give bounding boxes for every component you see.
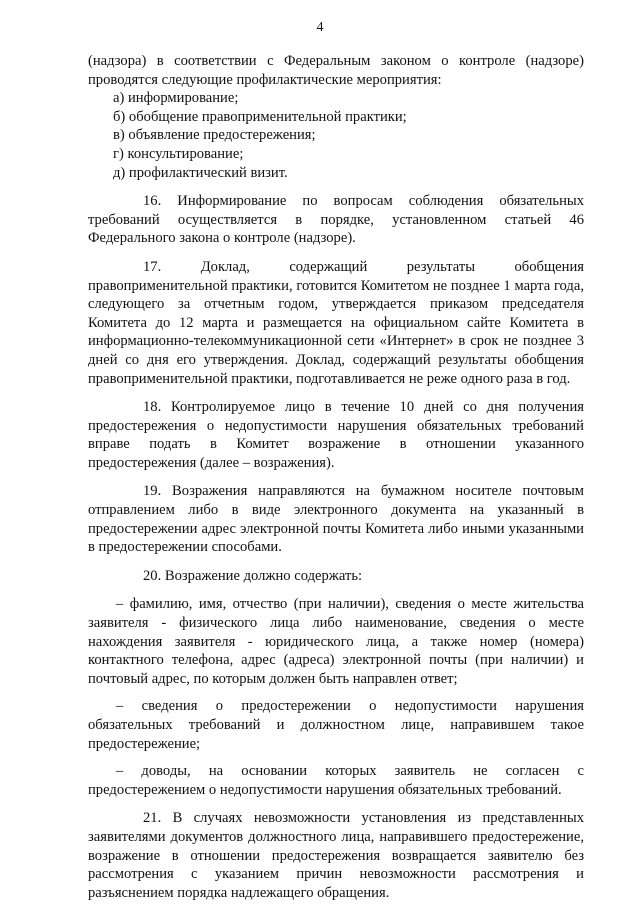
measure-item: б) обобщение правоприменительной практики; (113, 108, 407, 125)
measure-item: а) информирование; (113, 90, 239, 107)
page-number: 4 (316, 20, 324, 35)
measure-item: в) объявление предостережения; (113, 127, 316, 144)
paragraph-20: 20. Возражение должно содержать: (143, 567, 363, 584)
paragraph-17: 17. Доклад, содержащий результаты обобщения правоприменительной практики, готовится Комитетом не позднее 1 марта года, следующего за отчетным годом, утверждается приказом председателя Комитета до 12 марта и размещается на официальном сайте Комитета в информационно-телекоммуникационной сети «Интернет» в срок не позднее 3 дней со дня его утверждения. Доклад, содержащий результаты обобщения правоприменительной практики, подготавливается не реже одного раза в год. (88, 258, 584, 387)
measure-item: д) профилактический визит. (113, 164, 288, 181)
paragraph-21: 21. В случаях невозможности установления из представленных заявителями документов должностного лица, направившего предостережение, возражение в отношении предостережения возвращается заявителю без рассмотрения с указанием причин невозможности рассмотрения и разъяснением порядка надлежащего обращения. (88, 810, 584, 901)
paragraph-20-item: – фамилию, имя, отчество (при наличии), сведения о месте жительства заявителя - физического лица либо наименование, сведения о месте нахождения заявителя - юридического лица, а также номер (номера) контактного телефона, адрес (адреса) электронной почты (при наличии) и почтовый адрес, по которым должен быть направлен ответ; (88, 596, 584, 687)
paragraph-20-item: – сведения о предостережении о недопустимости нарушения обязательных требований и должностном лице, направившем такое предостережение; (88, 698, 584, 752)
intro-paragraph: (надзора) в соответствии с Федеральным законом о контроле (надзоре) проводятся следующие профилактические мероприятия: (88, 53, 584, 88)
document-body (88, 52, 584, 902)
paragraph-18: 18. Контролируемое лицо в течение 10 дней со дня получения предостережения о недопустимости нарушения обязательных требований вправе подать в Комитет возражение в отношении указанного предостережения (далее – возражения). (88, 399, 584, 471)
paragraph-20-item: – доводы, на основании которых заявитель не согласен с предостережением о недопустимости нарушения обязательных требований. (88, 763, 584, 798)
paragraph-19: 19. Возражения направляются на бумажном носителе почтовым отправлением либо в виде электронного документа на указанный в предостережении адрес электронной почты Комитета либо иными указанными в предостережении способами. (88, 483, 584, 556)
measure-item: г) консультирование; (113, 145, 244, 162)
paragraph-16: 16. Информирование по вопросам соблюдения обязательных требований осуществляется в порядке, установленном статьей 46 Федерального закона о контроле (надзоре). (88, 193, 584, 247)
